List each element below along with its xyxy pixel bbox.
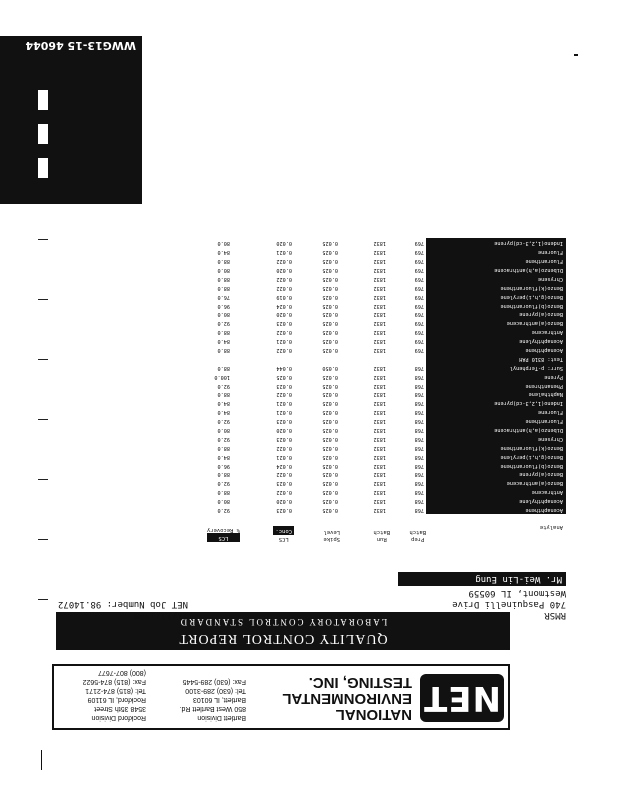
spike-level-value: 0.025 (322, 382, 338, 389)
lcs-recovery-value: 84.0 (217, 249, 230, 256)
spike-level-value: 0.025 (322, 471, 338, 478)
lcs-conc-value: 0.022 (276, 391, 292, 398)
lcs-conc-value: 0.020 (276, 498, 292, 505)
header-analyte: Analyte (539, 524, 563, 530)
prep-batch-value: 768 (414, 498, 424, 505)
run-batch-value: 1832 (373, 444, 386, 451)
division-line: Rockford, IL 61109 (87, 696, 146, 703)
table-row (188, 256, 566, 265)
prep-batch-value: 768 (414, 391, 424, 398)
division-line: Fax: (815) 874-5622 (82, 678, 146, 685)
division-line: Bartlett, IL 60103 (192, 696, 246, 703)
lcs-recovery-value: 84.0 (217, 453, 230, 460)
prep-batch-value: 769 (414, 258, 424, 265)
table-row (188, 390, 566, 399)
client-line: RMSR (544, 610, 566, 620)
run-batch-value: 1832 (373, 320, 386, 327)
spike-level-value: 0.025 (322, 507, 338, 513)
analyte-name: Indeno(1,2,3-cd)pyrene (494, 240, 563, 247)
table-row (188, 345, 566, 354)
lcs-recovery-value: 96.0 (217, 302, 230, 309)
table-row (188, 487, 566, 496)
table-row (188, 470, 566, 479)
table-row (188, 461, 566, 470)
run-batch-value: 1832 (373, 258, 386, 265)
run-batch-value: 1832 (373, 311, 386, 318)
spike-level-value: 0.025 (322, 480, 338, 487)
analyte-name: Anthracene (531, 489, 563, 496)
table-row (188, 238, 566, 247)
spike-level-value: 0.025 (322, 338, 338, 345)
prep-batch-value: 768 (414, 489, 424, 496)
analyte-name: Fluoranthene (525, 418, 563, 425)
spike-level-value: 0.050 (322, 364, 338, 371)
spike-level-value: 0.025 (322, 373, 338, 380)
division-line: Rockford Division (91, 714, 146, 721)
table-row (188, 336, 566, 345)
lcs-recovery-value: 88.0 (217, 258, 230, 265)
run-batch-value: 1832 (373, 382, 386, 389)
lcs-conc-value: 0.021 (276, 400, 292, 407)
lcs-conc-value: 0.021 (276, 338, 292, 345)
header-run-batch (373, 528, 390, 542)
scan-tick (38, 419, 48, 420)
lcs-conc-value: 0.022 (276, 471, 292, 478)
lcs-conc-value: 0.025 (276, 373, 292, 380)
table-row (188, 301, 566, 310)
header-lcs-recovery (207, 526, 240, 542)
prep-batch-value: 768 (414, 418, 424, 425)
lcs-recovery-value: 80.0 (217, 311, 230, 318)
run-batch-value: 1832 (373, 346, 386, 353)
division-line: Fax: (630) 289-5445 (182, 678, 246, 685)
analyte-name: Phenanthrene (525, 382, 563, 389)
spike-level-value: 0.025 (322, 453, 338, 460)
division-address (180, 677, 246, 722)
lcs-conc-value: 0.020 (276, 266, 292, 273)
table-row (188, 372, 566, 381)
analyte-name: Benzo(a)pyrene (519, 471, 563, 478)
lcs-recovery-value: 88.0 (217, 444, 230, 451)
run-batch-value: 1832 (373, 409, 386, 416)
spike-level-value: 0.025 (322, 249, 338, 256)
analyte-name: Fluorene (538, 249, 563, 256)
prep-batch-value: 769 (414, 346, 424, 353)
spike-level-value: 0.025 (322, 426, 338, 433)
division-line: (800) 807-7677 (98, 669, 146, 676)
run-batch-value: 1832 (373, 489, 386, 496)
table-row (188, 318, 566, 327)
lcs-conc-value: 0.022 (276, 258, 292, 265)
analyte-name: Benzo(g,h,i)perylene (500, 293, 563, 300)
spike-level-value: 0.025 (322, 240, 338, 247)
report-meta (58, 598, 188, 620)
table-row (188, 327, 566, 336)
run-batch-value: 1832 (373, 471, 386, 478)
header-line: % Recovery (206, 527, 240, 533)
lcs-conc-value: 0.020 (276, 311, 292, 318)
spike-level-value: 0.025 (322, 266, 338, 273)
analyte-name: Surr: p-Terphenyl (509, 364, 563, 371)
table-row (188, 292, 566, 301)
spike-level-value: 0.025 (322, 275, 338, 282)
table-row (188, 363, 566, 372)
table-row (188, 452, 566, 461)
header-line: Batch (373, 529, 390, 535)
prep-batch-value: 769 (414, 302, 424, 309)
header-line: LCS (278, 536, 289, 542)
run-batch-value: 1832 (373, 338, 386, 345)
binder-hole (38, 124, 48, 144)
spike-level-value: 0.025 (322, 391, 338, 398)
run-batch-value: 1832 (373, 462, 386, 469)
lcs-conc-value: 0.022 (276, 329, 292, 336)
analyte-name: Benzo(k)fluoranthene (500, 284, 563, 291)
lcs-recovery-value: 84.0 (217, 338, 230, 345)
prep-batch-value: 768 (414, 480, 424, 487)
analyte-name: Anthracene (531, 329, 563, 336)
lcs-conc-value: 0.022 (276, 444, 292, 451)
lcs-recovery-value: 88.0 (217, 471, 230, 478)
lcs-recovery-value: 80.0 (217, 426, 230, 433)
spike-level-value: 0.025 (322, 346, 338, 353)
table-row (188, 247, 566, 256)
run-batch-value: 1832 (373, 426, 386, 433)
analyte-name: Naphthalene (528, 391, 563, 398)
analyte-name: Chrysene (538, 275, 563, 282)
table-section-note (188, 354, 566, 363)
company-name-line: ENVIRONMENTAL (282, 690, 412, 707)
lcs-recovery-value: 92.0 (217, 435, 230, 442)
client-address (452, 587, 566, 620)
division-line: 850 West Bartlett Rd. (179, 705, 246, 712)
letterhead (52, 664, 510, 730)
table-row (188, 283, 566, 292)
prep-batch-value: 769 (414, 338, 424, 345)
lcs-conc-value: 0.023 (276, 435, 292, 442)
run-batch-value: 1832 (373, 391, 386, 398)
run-batch-value: 1832 (373, 364, 386, 371)
table-row (188, 407, 566, 416)
spike-level-value: 0.025 (322, 311, 338, 318)
table-header (188, 514, 566, 544)
analyte-name: Benzo(b)fluoranthene (500, 462, 563, 469)
prep-batch-value: 768 (414, 382, 424, 389)
analyte-name: Acenaphthene (525, 346, 563, 353)
lcs-conc-value: 0.022 (276, 275, 292, 282)
header-spike-level (323, 528, 340, 542)
analyte-name: Acenaphthene (525, 507, 563, 513)
lcs-recovery-value: 88.0 (217, 364, 230, 371)
division-address (83, 668, 146, 722)
prep-batch-value: 769 (414, 329, 424, 336)
run-batch-value: 1832 (373, 293, 386, 300)
analyte-name: Benzo(a)pyrene (519, 311, 563, 318)
lcs-conc-value: 0.023 (276, 507, 292, 513)
run-batch-value: 1832 (373, 284, 386, 291)
document-stamp: WWG13-15 46044 (25, 39, 136, 52)
table-row (188, 416, 566, 425)
lcs-recovery-value: 84.0 (217, 400, 230, 407)
run-batch-value: 1832 (373, 453, 386, 460)
lcs-conc-value: 0.021 (276, 249, 292, 256)
lcs-recovery-value: 76.0 (217, 293, 230, 300)
run-batch-value: 1832 (373, 275, 386, 282)
lcs-recovery-value: 92.0 (217, 480, 230, 487)
scan-tick (38, 299, 48, 300)
lcs-recovery-value: 88.0 (217, 329, 230, 336)
lcs-recovery-value: 80.0 (217, 498, 230, 505)
client-attention: Mr. Wei-Lin Eung (398, 572, 566, 586)
run-batch-value: 1832 (373, 266, 386, 273)
lcs-conc-value: 0.020 (276, 426, 292, 433)
lcs-recovery-value: 88.0 (217, 391, 230, 398)
analyte-name: Acenaphthylene (519, 498, 563, 505)
analyte-name: Dibenzo(a,h)anthracene (494, 266, 563, 273)
table-row (188, 398, 566, 407)
header-line: Prep (411, 536, 425, 542)
analyte-name: Fluoranthene (525, 258, 563, 265)
spike-level-value: 0.025 (322, 258, 338, 265)
prep-batch-value: 769 (414, 293, 424, 300)
lcs-table (188, 238, 566, 544)
client-line: Westmont, IL 60559 (468, 588, 566, 598)
spike-level-value: 0.025 (322, 284, 338, 291)
report-title: QUALITY CONTROL REPORT (178, 631, 388, 646)
prep-batch-value: 768 (414, 462, 424, 469)
net-logo: NET (420, 674, 504, 722)
analyte-name: Fluorene (538, 409, 563, 416)
header-line: Conc. (275, 528, 292, 534)
lcs-conc-value: 0.024 (276, 462, 292, 469)
prep-batch-value: 768 (414, 435, 424, 442)
prep-batch-value: 769 (414, 249, 424, 256)
prep-batch-value: 768 (414, 426, 424, 433)
lcs-conc-value: 0.023 (276, 382, 292, 389)
lcs-recovery-value: 88.0 (217, 284, 230, 291)
table-body (188, 238, 566, 514)
table-row (188, 310, 566, 319)
run-batch-value: 1832 (373, 507, 386, 513)
header-line: LCS (207, 533, 240, 542)
division-line: Bartlett Division (197, 714, 246, 721)
scan-tick (38, 539, 48, 540)
spike-level-value: 0.025 (322, 320, 338, 327)
prep-batch-value: 768 (414, 364, 424, 371)
job-number (58, 598, 188, 609)
scan-mark (574, 54, 578, 56)
lcs-conc-value: 0.022 (276, 489, 292, 496)
division-line: Tel: (630) 289-3100 (185, 687, 246, 694)
table-row (188, 265, 566, 274)
division-line: 3548 35th Street (94, 705, 146, 712)
prep-batch-value: 768 (414, 409, 424, 416)
prep-batch-value: 769 (414, 284, 424, 291)
section-note-text: Test: 8310 PAH (519, 355, 563, 362)
scan-tick (38, 359, 48, 360)
table-row (188, 443, 566, 452)
lcs-conc-value: 0.022 (276, 284, 292, 291)
lcs-recovery-value: 88.0 (217, 346, 230, 353)
run-batch-value: 1832 (373, 240, 386, 247)
header-line: Batch (409, 529, 426, 535)
lcs-conc-value: 0.021 (276, 453, 292, 460)
table-row (188, 496, 566, 505)
lcs-conc-value: 0.022 (276, 346, 292, 353)
header-prep-batch (409, 528, 426, 542)
header-line: Run (376, 536, 387, 542)
company-name (262, 674, 412, 722)
spike-level-value: 0.025 (322, 400, 338, 407)
scan-tick (38, 479, 48, 480)
analyte-name: Benzo(a)anthracene (506, 320, 563, 327)
prep-batch-value: 769 (414, 320, 424, 327)
lcs-recovery-value: 100.0 (214, 373, 230, 380)
analyte-name: Benzo(a)anthracene (506, 480, 563, 487)
spike-level-value: 0.025 (322, 409, 338, 416)
analyte-name: Indeno(1,2,3-cd)pyrene (494, 400, 563, 407)
analyte-name: Benzo(k)fluoranthene (500, 444, 563, 451)
scan-mark (41, 750, 42, 770)
prep-batch-value: 768 (414, 507, 424, 513)
lcs-conc-value: 0.023 (276, 480, 292, 487)
run-batch-value: 1832 (373, 480, 386, 487)
lcs-recovery-value: 92.0 (217, 418, 230, 425)
prep-batch-value: 768 (414, 373, 424, 380)
lcs-recovery-value: 92.0 (217, 382, 230, 389)
company-name-line: NATIONAL (335, 706, 412, 723)
run-batch-value: 1832 (373, 373, 386, 380)
division-line: Tel: (815) 874-2171 (85, 687, 146, 694)
lcs-conc-value: 0.019 (276, 293, 292, 300)
analyte-name: Pyrene (544, 373, 563, 380)
scan-dark-band (0, 54, 142, 204)
report-subtitle: LABORATORY CONTROL STANDARD (178, 617, 388, 627)
table-row (188, 425, 566, 434)
lcs-conc-value: 0.023 (276, 320, 292, 327)
lcs-recovery-value: 80.0 (217, 240, 230, 247)
run-batch-value: 1832 (373, 329, 386, 336)
table-row (188, 274, 566, 283)
binder-hole (38, 90, 48, 110)
prep-batch-value: 769 (414, 266, 424, 273)
prep-batch-value: 768 (414, 453, 424, 460)
prep-batch-value: 768 (414, 471, 424, 478)
scan-tick (38, 239, 48, 240)
analyte-name: Dibenzo(a,h)anthracene (494, 426, 563, 433)
lcs-recovery-value: 88.0 (217, 275, 230, 282)
spike-level-value: 0.025 (322, 302, 338, 309)
analyte-name: Chrysene (538, 435, 563, 442)
lcs-recovery-value: 80.0 (217, 266, 230, 273)
table-row (188, 505, 566, 514)
spike-level-value: 0.025 (322, 435, 338, 442)
lcs-recovery-value: 88.0 (217, 489, 230, 496)
prep-batch-value: 768 (414, 400, 424, 407)
scan-tick (38, 599, 48, 600)
client-line: 740 Pasquinelli Drive (452, 599, 566, 609)
analyte-name: Benzo(b)fluoranthene (500, 302, 563, 309)
lcs-conc-value: 0.021 (276, 409, 292, 416)
binder-hole (38, 158, 48, 178)
spike-level-value: 0.025 (322, 489, 338, 496)
lcs-recovery-value: 92.0 (217, 320, 230, 327)
lcs-recovery-value: 96.0 (217, 462, 230, 469)
analyte-name: Acenaphthylene (519, 338, 563, 345)
prep-batch-value: 769 (414, 311, 424, 318)
spike-level-value: 0.025 (322, 444, 338, 451)
prep-batch-value: 769 (414, 240, 424, 247)
run-batch-value: 1832 (373, 302, 386, 309)
spike-level-value: 0.025 (322, 418, 338, 425)
lcs-conc-value: 0.023 (276, 418, 292, 425)
run-batch-value: 1832 (373, 418, 386, 425)
run-batch-value: 1832 (373, 400, 386, 407)
lcs-conc-value: 0.024 (276, 302, 292, 309)
lcs-recovery-value: 92.0 (217, 507, 230, 513)
report-date: 11/11/1998 (133, 610, 188, 620)
header-line: Level (323, 529, 340, 535)
spike-level-value: 0.025 (322, 498, 338, 505)
lcs-recovery-value: 84.0 (217, 409, 230, 416)
table-row (188, 478, 566, 487)
table-row (188, 434, 566, 443)
lcs-conc-value: 0.020 (276, 240, 292, 247)
spike-level-value: 0.025 (322, 329, 338, 336)
spike-level-value: 0.025 (322, 293, 338, 300)
job-number-label: NET Job Number: (106, 599, 188, 609)
run-batch-value: 1832 (373, 498, 386, 505)
run-batch-value: 1832 (373, 435, 386, 442)
company-name-line: TESTING, INC. (308, 674, 412, 691)
header-lcs-conc (273, 526, 294, 542)
run-batch-value: 1832 (373, 249, 386, 256)
lcs-conc-value: 0.044 (276, 364, 292, 371)
analyte-name: Benzo(g,h,i)perylene (500, 453, 563, 460)
header-line: Spike (323, 536, 340, 542)
prep-batch-value: 768 (414, 444, 424, 451)
prep-batch-value: 769 (414, 275, 424, 282)
job-number-value: 98.14072 (57, 599, 102, 609)
spike-level-value: 0.025 (322, 462, 338, 469)
table-row (188, 381, 566, 390)
